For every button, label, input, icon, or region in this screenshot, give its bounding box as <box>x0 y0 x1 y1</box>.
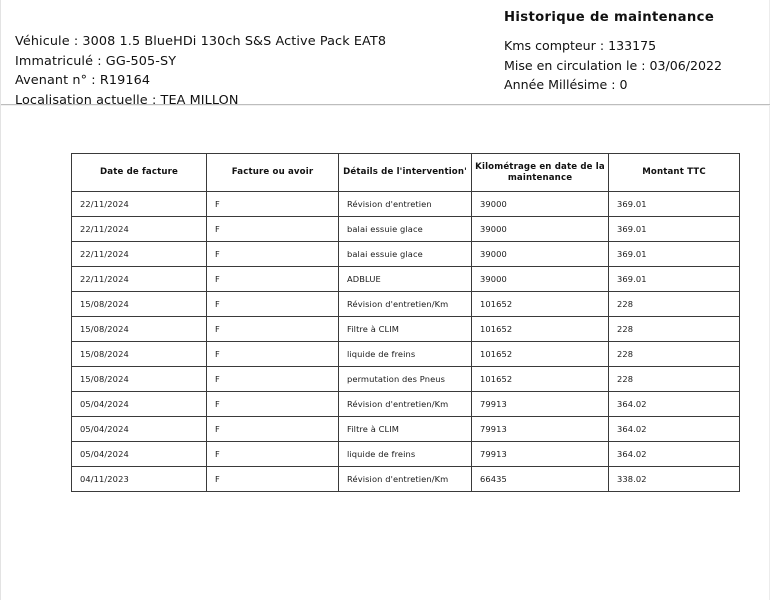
cell-date-de-facture: 15/08/2024 <box>72 342 207 367</box>
table-row <box>72 317 740 342</box>
cell-details-intervention: liquide de freins <box>339 342 472 367</box>
cell-details-intervention: Filtre à CLIM <box>339 317 472 342</box>
cell-details-intervention: Révision d'entretien/Km <box>339 292 472 317</box>
cell-kilometrage: 101652 <box>472 292 609 317</box>
odometer-line: Kms compteur : 133175 <box>504 38 657 53</box>
cell-kilometrage: 39000 <box>472 192 609 217</box>
cell-facture-ou-avoir: F <box>207 217 339 242</box>
cell-montant-ttc: 228 <box>609 342 740 367</box>
cell-date-de-facture: 15/08/2024 <box>72 317 207 342</box>
cell-date-de-facture: 05/04/2024 <box>72 442 207 467</box>
cell-facture-ou-avoir: F <box>207 292 339 317</box>
maintenance-table-container <box>71 153 739 492</box>
cell-facture-ou-avoir: F <box>207 192 339 217</box>
table-row <box>72 467 740 492</box>
table-row <box>72 417 740 442</box>
cell-details-intervention: Révision d'entretien <box>339 192 472 217</box>
page-title: Historique de maintenance <box>504 10 715 25</box>
cell-montant-ttc: 364.02 <box>609 442 740 467</box>
cell-facture-ou-avoir: F <box>207 467 339 492</box>
cell-montant-ttc: 369.01 <box>609 217 740 242</box>
vehicle-info-block <box>15 32 386 110</box>
table-body <box>72 192 740 492</box>
history-info-lines <box>504 36 722 95</box>
cell-details-intervention: permutation des Pneus <box>339 367 472 392</box>
cell-facture-ou-avoir: F <box>207 392 339 417</box>
first-registration-line: Mise en circulation le : 03/06/2022 <box>504 57 723 73</box>
cell-facture-ou-avoir: F <box>207 442 339 467</box>
cell-kilometrage: 101652 <box>472 342 609 367</box>
cell-details-intervention: Filtre à CLIM <box>339 417 472 442</box>
cell-montant-ttc: 364.02 <box>609 392 740 417</box>
vehicle-model-line: Véhicule : 3008 1.5 BlueHDi 130ch S&S Active Pack EAT8 <box>15 34 387 49</box>
cell-details-intervention: balai essuie glace <box>339 242 472 267</box>
table-row <box>72 392 740 417</box>
column-header-date-de-facture: Date de facture <box>72 154 207 192</box>
cell-date-de-facture: 22/11/2024 <box>72 192 207 217</box>
cell-facture-ou-avoir: F <box>207 242 339 267</box>
cell-facture-ou-avoir: F <box>207 267 339 292</box>
cell-date-de-facture: 05/04/2024 <box>72 417 207 442</box>
cell-details-intervention: ADBLUE <box>339 267 472 292</box>
column-header-details-intervention: Détails de l'intervention' <box>339 154 472 192</box>
table-row <box>72 192 740 217</box>
cell-kilometrage: 39000 <box>472 242 609 267</box>
vehicle-registration-line: Immatriculé : GG-505-SY <box>15 53 177 69</box>
cell-facture-ou-avoir: F <box>207 417 339 442</box>
cell-montant-ttc: 338.02 <box>609 467 740 492</box>
cell-facture-ou-avoir: F <box>207 342 339 367</box>
document-header <box>1 0 770 106</box>
cell-montant-ttc: 364.02 <box>609 417 740 442</box>
cell-kilometrage: 39000 <box>472 267 609 292</box>
cell-montant-ttc: 369.01 <box>609 192 740 217</box>
table-row <box>72 292 740 317</box>
cell-montant-ttc: 228 <box>609 317 740 342</box>
cell-kilometrage: 66435 <box>472 467 609 492</box>
column-header-kilometrage: Kilométrage en date de la maintenance <box>472 154 609 192</box>
cell-kilometrage: 101652 <box>472 367 609 392</box>
cell-kilometrage: 79913 <box>472 417 609 442</box>
table-header <box>72 154 740 192</box>
cell-details-intervention: liquide de freins <box>339 442 472 467</box>
column-header-montant-ttc: Montant TTC <box>609 154 740 192</box>
cell-date-de-facture: 15/08/2024 <box>72 367 207 392</box>
cell-facture-ou-avoir: F <box>207 367 339 392</box>
table-row <box>72 217 740 242</box>
maintenance-history-block <box>504 10 722 95</box>
cell-date-de-facture: 04/11/2023 <box>72 467 207 492</box>
cell-date-de-facture: 05/04/2024 <box>72 392 207 417</box>
cell-date-de-facture: 22/11/2024 <box>72 267 207 292</box>
cell-date-de-facture: 15/08/2024 <box>72 292 207 317</box>
vehicle-location-line: Localisation actuelle : TEA MILLON <box>15 92 239 108</box>
table-row <box>72 267 740 292</box>
vehicle-amendment-line: Avenant n° : R19164 <box>15 73 151 88</box>
cell-details-intervention: Révision d'entretien/Km <box>339 392 472 417</box>
table-row <box>72 367 740 392</box>
table-row <box>72 342 740 367</box>
table-row <box>72 442 740 467</box>
header-divider <box>1 104 770 106</box>
table-row <box>72 242 740 267</box>
cell-montant-ttc: 228 <box>609 292 740 317</box>
cell-montant-ttc: 228 <box>609 367 740 392</box>
model-year-line: Année Millésime : 0 <box>504 77 628 92</box>
cell-kilometrage: 101652 <box>472 317 609 342</box>
table-header-row <box>72 154 740 192</box>
column-header-facture-ou-avoir: Facture ou avoir <box>207 154 339 192</box>
cell-kilometrage: 79913 <box>472 442 609 467</box>
cell-montant-ttc: 369.01 <box>609 242 740 267</box>
cell-date-de-facture: 22/11/2024 <box>72 217 207 242</box>
cell-kilometrage: 39000 <box>472 217 609 242</box>
cell-date-de-facture: 22/11/2024 <box>72 242 207 267</box>
cell-facture-ou-avoir: F <box>207 317 339 342</box>
cell-montant-ttc: 369.01 <box>609 267 740 292</box>
maintenance-table <box>71 153 740 492</box>
cell-kilometrage: 79913 <box>472 392 609 417</box>
cell-details-intervention: balai essuie glace <box>339 217 472 242</box>
cell-details-intervention: Révision d'entretien/Km <box>339 467 472 492</box>
